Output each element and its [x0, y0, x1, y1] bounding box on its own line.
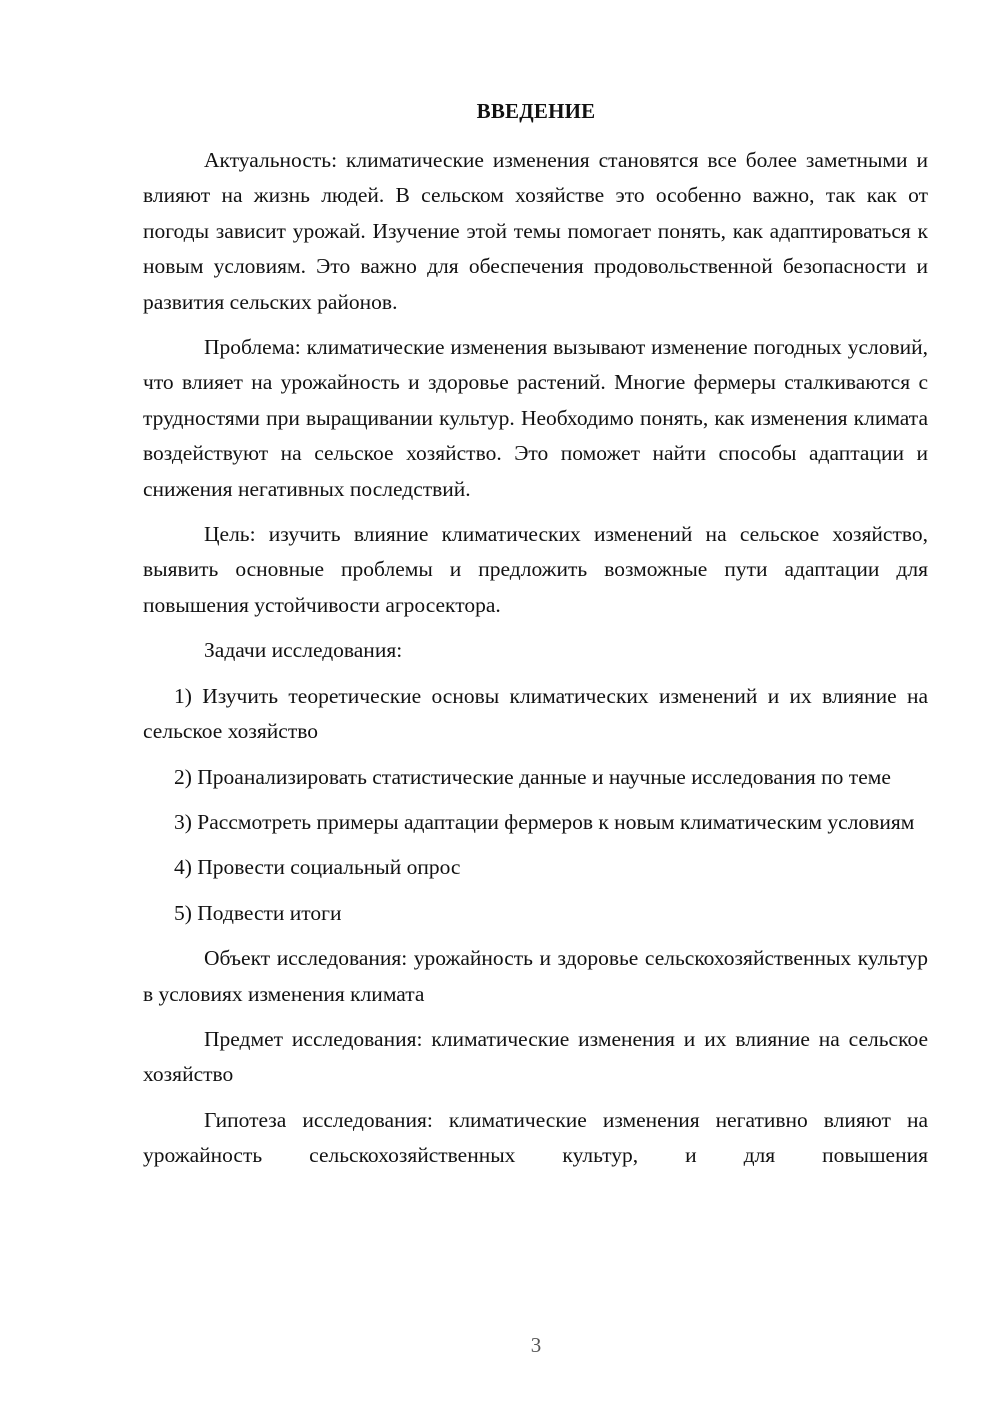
task-item-1: 1) Изучить теоретические основы климатических изменений и их влияние на сельское хозяйство: [143, 683, 928, 744]
paragraph-goal: Цель: изучить влияние климатических изменений на сельское хозяйство, выявить основные проблемы и предложить возможные пути адаптации для повышения устойчивости агросектора.: [143, 522, 928, 617]
task-item-3: 3) Рассмотреть примеры адаптации фермеров к новым климатическим условиям: [174, 809, 915, 834]
tasks-heading: Задачи исследования:: [204, 638, 403, 663]
task-item-5: 5) Подвести итоги: [174, 900, 342, 925]
task-item-4: 4) Провести социальный опрос: [174, 855, 461, 880]
paragraph-relevance: Актуальность: климатические изменения становятся все более заметными и влияют на жизнь людей. В сельском хозяйстве это особенно важно, так как от погоды зависит урожай. Изучение этой темы помогает понять, как адаптироваться к новым условиям. Это важно для обеспечения продовольственной безопасности и развития сельских районов.: [143, 148, 928, 314]
page-number: 3: [530, 1333, 542, 1357]
task-item-2: 2) Проанализировать статистические данные и научные исследования по теме: [174, 764, 891, 789]
paragraph-hypothesis: Гипотеза исследования: климатические изменения негативно влияют на урожайность сельскохозяйственных культур, и для повышения: [143, 1107, 928, 1168]
paragraph-subject: Предмет исследования: климатические изменения и их влияние на сельское хозяйство: [143, 1026, 928, 1087]
tasks-list: [143, 679, 928, 931]
paragraph-problem: Проблема: климатические изменения вызывают изменение погодных условий, что влияет на урожайность и здоровье растений. Многие фермеры сталкиваются с трудностями при выращивании культур. Необходимо понять, как изменения климата воздействуют на сельское хозяйство. Это поможет найти способы адаптации и снижения негативных последствий.: [143, 335, 928, 501]
section-title: ВВЕДЕНИЕ: [476, 99, 596, 123]
paragraph-object: Объект исследования: урожайность и здоровье сельскохозяйственных культур в условиях изменения климата: [143, 946, 928, 1006]
document-body: [143, 143, 928, 1184]
